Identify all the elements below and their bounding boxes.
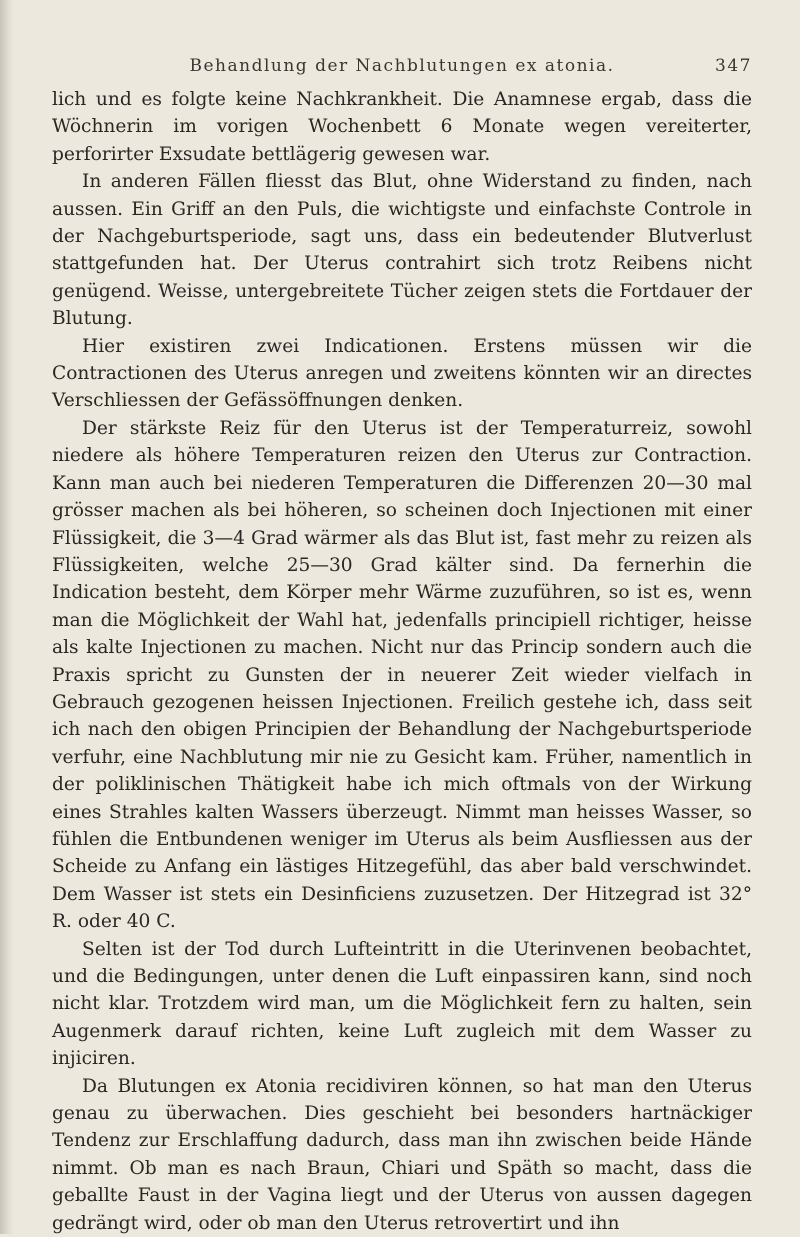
paragraph-6: Da Blutungen ex Atonia recidiviren können, so hat man den Uterus genau zu überwachen. Dies geschieht bei besonders hartnäckiger Tendenz zur Erschlaffung dadurch, dass man ihn zwischen beide Hände nimmt. Ob man es nach Braun, Chiari und Späth so macht, dass die geballte Faust in der Vagina liegt und der Uterus von aussen dagegen gedrängt wird, oder ob man den Uterus retrovertirt und ihn	[52, 1075, 752, 1234]
paragraph-3: Hier existiren zwei Indicationen. Erstens müssen wir die Contractionen des Uterus anregen und zweitens könnten wir an directes Verschliessen der Gefässöffnungen denken.	[52, 335, 752, 412]
paragraph-2: In anderen Fällen fliesst das Blut, ohne Widerstand zu finden, nach aussen. Ein Griff an den Puls, die wichtigste und einfachste Controle in der Nachgeburtsperiode, sagt uns, dass ein bedeutender Blutverlust stattgefunden hat. Der Uterus contrahirt sich trotz Reibens nicht genügend. Weisse, untergebreitete Tücher zeigen stets die Fortdauer der Blutung.	[52, 171, 752, 330]
page-number: 347	[715, 56, 752, 76]
running-head	[52, 56, 752, 84]
page-binding-edge	[0, 0, 14, 1234]
paragraph-4: Der stärkste Reiz für den Uterus ist der Temperaturreiz, sowohl niedere als höhere Temperaturen reizen den Uterus zur Contraction. Kann man auch bei niederen Temperaturen die Differenzen 20—30 mal grösser machen als bei höheren, so scheinen doch Injectionen mit einer Flüssigkeit, die 3—4 Grad wärmer als das Blut ist, fast mehr zu reizen als Flüssigkeiten, welche 25—30 Grad kälter sind. Da fernerhin die Indication besteht, dem Körper mehr Wärme zuzuführen, so ist es, wenn man die Möglichkeit der Wahl hat, jedenfalls principiell richtiger, heisse als kalte Injectionen zu machen. Nicht nur das Princip sondern auch die Praxis spricht zu Gunsten der in neuerer Zeit wieder vielfach in Gebrauch gezogenen heissen Injectionen. Freilich gestehe ich, dass seit ich nach den obigen Principien der Behandlung der Nachgeburtsperiode verfuhr, eine Nachblutung mir nie zu Gesicht kam. Früher, namentlich in der poliklinischen Thätigkeit habe ich mich oftmals von der Wirkung eines Strahles kalten Wassers überzeugt. Nimmt man heisses Wasser, so fühlen die Entbundenen weniger im Uterus als beim Ausfliessen aus der Scheide zu Anfang ein lästiges Hitzegefühl, das aber bald verschwindet. Dem Wasser ist stets ein Desinficiens zuzusetzen. Der Hitzegrad ist 32° R. oder 40 C.	[52, 417, 752, 933]
paragraph-1: lich und es folgte keine Nachkrankheit. Die Anamnese ergab, dass die Wöchnerin im vorigen Wochenbett 6 Monate wegen vereiterter, perforirter Exsudate bettlägerig gewesen war.	[52, 89, 752, 165]
body-text	[52, 86, 752, 1237]
running-title: Behandlung der Nachblutungen ex atonia.	[189, 56, 615, 76]
paragraph-5: Selten ist der Tod durch Lufteintritt in die Uterinvenen beobachtet, und die Bedingungen, unter denen die Luft einpassiren kann, sind noch nicht klar. Trotzdem wird man, um die Möglichkeit fern zu halten, sein Augenmerk darauf richten, keine Luft zugleich mit dem Wasser zu injiciren.	[52, 938, 752, 1070]
book-page	[52, 56, 752, 1237]
